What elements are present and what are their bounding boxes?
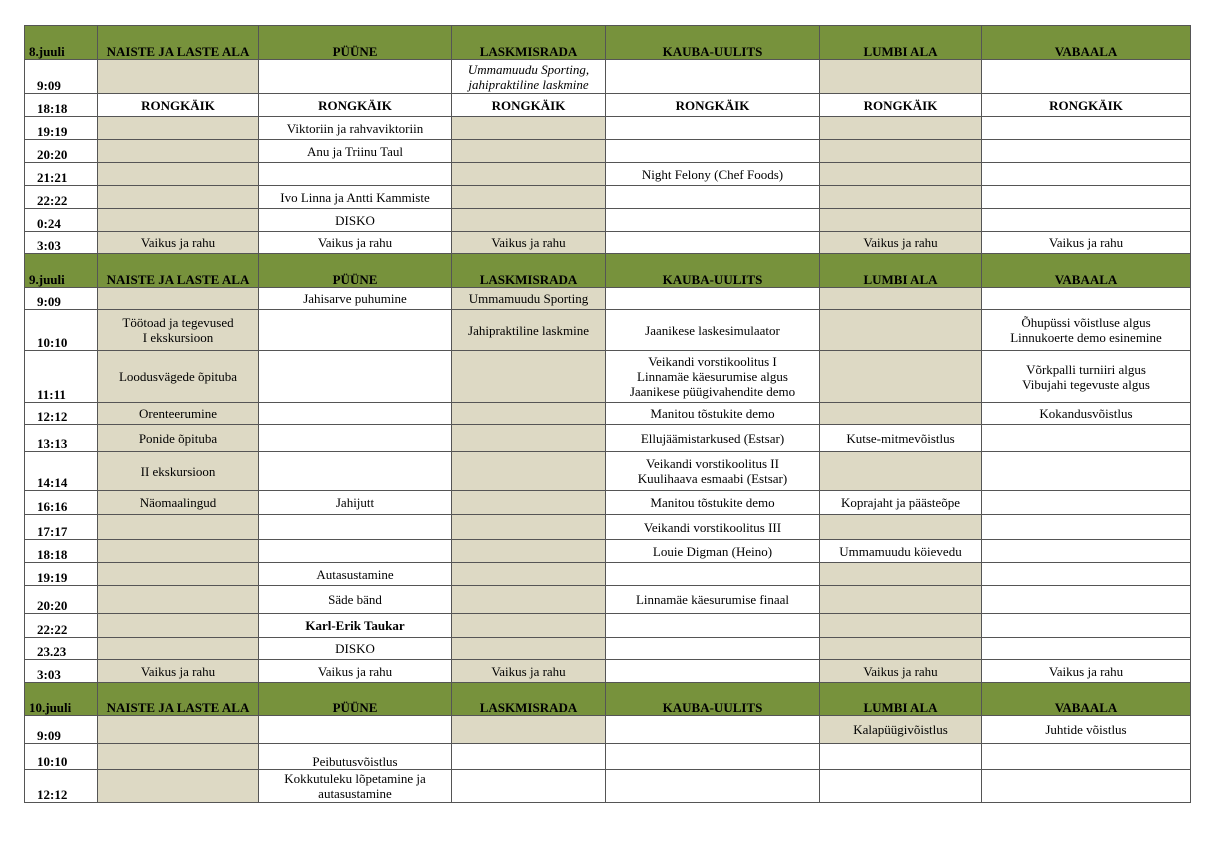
time-cell: 21:21 bbox=[25, 163, 98, 186]
schedule-row bbox=[25, 540, 1191, 563]
time-cell: 19:19 bbox=[25, 117, 98, 140]
column-header: PÜÜNE bbox=[259, 683, 452, 716]
time-cell: 12:12 bbox=[25, 403, 98, 425]
event-cell bbox=[452, 540, 606, 563]
event-cell bbox=[98, 209, 259, 232]
event-cell bbox=[982, 586, 1191, 614]
event-cell bbox=[820, 140, 982, 163]
event-cell bbox=[982, 614, 1191, 638]
event-cell: Anu ja Triinu Taul bbox=[259, 140, 452, 163]
event-cell bbox=[982, 770, 1191, 803]
schedule-row bbox=[25, 744, 1191, 770]
column-header: NAISTE JA LASTE ALA bbox=[98, 26, 259, 60]
event-cell: RONGKÄIK bbox=[820, 94, 982, 117]
event-cell bbox=[259, 515, 452, 540]
event-cell bbox=[982, 60, 1191, 94]
event-cell bbox=[982, 563, 1191, 586]
event-cell bbox=[606, 232, 820, 254]
event-cell: Vaikus ja rahu bbox=[982, 660, 1191, 683]
time-cell: 11:11 bbox=[25, 351, 98, 403]
column-header: PÜÜNE bbox=[259, 254, 452, 288]
time-cell: 18:18 bbox=[25, 540, 98, 563]
column-header: KAUBA-UULITS bbox=[606, 683, 820, 716]
event-cell bbox=[982, 515, 1191, 540]
event-cell bbox=[982, 117, 1191, 140]
time-cell: 9:09 bbox=[25, 60, 98, 94]
event-cell bbox=[452, 425, 606, 452]
time-cell: 3:03 bbox=[25, 660, 98, 683]
event-cell bbox=[98, 60, 259, 94]
event-cell bbox=[452, 186, 606, 209]
event-cell bbox=[452, 117, 606, 140]
event-cell: RONGKÄIK bbox=[452, 94, 606, 117]
event-cell bbox=[452, 770, 606, 803]
event-cell bbox=[98, 770, 259, 803]
event-cell bbox=[98, 163, 259, 186]
column-header: KAUBA-UULITS bbox=[606, 254, 820, 288]
event-cell bbox=[98, 186, 259, 209]
time-cell: 16:16 bbox=[25, 491, 98, 515]
time-cell: 9:09 bbox=[25, 716, 98, 744]
event-cell: Vaikus ja rahu bbox=[820, 232, 982, 254]
event-cell bbox=[259, 540, 452, 563]
event-cell bbox=[606, 716, 820, 744]
schedule-row bbox=[25, 638, 1191, 660]
event-cell bbox=[452, 716, 606, 744]
event-cell bbox=[259, 452, 452, 491]
event-cell: Ivo Linna ja Antti Kammiste bbox=[259, 186, 452, 209]
event-cell bbox=[452, 744, 606, 770]
event-cell bbox=[98, 563, 259, 586]
event-cell: Vaikus ja rahu bbox=[259, 660, 452, 683]
event-cell: Louie Digman (Heino) bbox=[606, 540, 820, 563]
column-header: VABAALA bbox=[982, 254, 1191, 288]
event-cell bbox=[98, 586, 259, 614]
event-cell bbox=[452, 403, 606, 425]
event-cell bbox=[452, 563, 606, 586]
event-cell: Manitou tõstukite demo bbox=[606, 491, 820, 515]
column-header: KAUBA-UULITS bbox=[606, 26, 820, 60]
event-cell bbox=[982, 425, 1191, 452]
event-cell: Linnamäe käesurumise finaal bbox=[606, 586, 820, 614]
event-cell bbox=[452, 163, 606, 186]
event-cell bbox=[982, 540, 1191, 563]
schedule-table bbox=[24, 25, 1191, 803]
event-cell bbox=[820, 186, 982, 209]
event-cell bbox=[606, 60, 820, 94]
event-cell: Ummamuudu köievedu bbox=[820, 540, 982, 563]
schedule-row bbox=[25, 60, 1191, 94]
time-cell: 23.23 bbox=[25, 638, 98, 660]
day-label: 8.juuli bbox=[25, 26, 98, 60]
event-cell bbox=[982, 163, 1191, 186]
time-cell: 14:14 bbox=[25, 452, 98, 491]
column-header: PÜÜNE bbox=[259, 26, 452, 60]
event-cell: Vaikus ja rahu bbox=[982, 232, 1191, 254]
day-header-row bbox=[25, 26, 1191, 60]
event-cell bbox=[820, 117, 982, 140]
schedule-row bbox=[25, 660, 1191, 683]
event-cell: Jahipraktiline laskmine bbox=[452, 310, 606, 351]
column-header: LASKMISRADA bbox=[452, 683, 606, 716]
schedule-row bbox=[25, 425, 1191, 452]
event-cell: Jahijutt bbox=[259, 491, 452, 515]
event-cell bbox=[606, 209, 820, 232]
schedule-row bbox=[25, 614, 1191, 638]
event-cell bbox=[259, 403, 452, 425]
event-cell bbox=[820, 452, 982, 491]
event-cell: Koprajaht ja päästeõpe bbox=[820, 491, 982, 515]
event-cell bbox=[982, 140, 1191, 163]
event-cell bbox=[820, 638, 982, 660]
event-cell bbox=[452, 351, 606, 403]
event-cell bbox=[820, 614, 982, 638]
schedule-row bbox=[25, 452, 1191, 491]
schedule-row bbox=[25, 140, 1191, 163]
event-cell bbox=[259, 163, 452, 186]
event-cell bbox=[452, 515, 606, 540]
schedule-row bbox=[25, 563, 1191, 586]
event-cell: Veikandi vorstikoolitus I Linnamäe käesurumise algus Jaanikese püügivahendite demo bbox=[606, 351, 820, 403]
event-cell bbox=[98, 744, 259, 770]
event-cell bbox=[452, 586, 606, 614]
event-cell: Veikandi vorstikoolitus II Kuulihaava esmaabi (Estsar) bbox=[606, 452, 820, 491]
event-cell: II ekskursioon bbox=[98, 452, 259, 491]
event-cell: RONGKÄIK bbox=[982, 94, 1191, 117]
event-cell: Kokandusvõistlus bbox=[982, 403, 1191, 425]
event-cell bbox=[820, 770, 982, 803]
schedule-row bbox=[25, 310, 1191, 351]
time-cell: 10:10 bbox=[25, 310, 98, 351]
event-cell bbox=[452, 140, 606, 163]
event-cell bbox=[452, 614, 606, 638]
event-cell: Vaikus ja rahu bbox=[259, 232, 452, 254]
time-cell: 19:19 bbox=[25, 563, 98, 586]
event-cell: Juhtide võistlus bbox=[982, 716, 1191, 744]
time-cell: 3:03 bbox=[25, 232, 98, 254]
event-cell: Night Felony (Chef Foods) bbox=[606, 163, 820, 186]
time-cell: 22:22 bbox=[25, 614, 98, 638]
event-cell: DISKO bbox=[259, 209, 452, 232]
event-cell: Töötoad ja tegevused I ekskursioon bbox=[98, 310, 259, 351]
event-cell: Peibutusvõistlus bbox=[259, 744, 452, 770]
day-header-row bbox=[25, 254, 1191, 288]
event-cell: Vaikus ja rahu bbox=[452, 660, 606, 683]
event-cell bbox=[452, 209, 606, 232]
schedule-row bbox=[25, 186, 1191, 209]
event-cell bbox=[259, 425, 452, 452]
event-cell: Karl-Erik Taukar bbox=[259, 614, 452, 638]
event-cell bbox=[606, 638, 820, 660]
event-cell bbox=[982, 638, 1191, 660]
time-cell: 9:09 bbox=[25, 288, 98, 310]
schedule-row bbox=[25, 351, 1191, 403]
event-cell bbox=[98, 716, 259, 744]
event-cell: Vaikus ja rahu bbox=[98, 232, 259, 254]
event-cell bbox=[98, 540, 259, 563]
event-cell: Kalapüügivõistlus bbox=[820, 716, 982, 744]
event-cell: Jaanikese laskesimulaator bbox=[606, 310, 820, 351]
time-cell: 17:17 bbox=[25, 515, 98, 540]
event-cell bbox=[606, 614, 820, 638]
column-header: NAISTE JA LASTE ALA bbox=[98, 683, 259, 716]
event-cell: Vaikus ja rahu bbox=[98, 660, 259, 683]
schedule-row bbox=[25, 94, 1191, 117]
schedule-row bbox=[25, 586, 1191, 614]
event-cell: Õhupüssi võistluse algus Linnukoerte demo esinemine bbox=[982, 310, 1191, 351]
event-cell: Vaikus ja rahu bbox=[452, 232, 606, 254]
event-cell bbox=[982, 491, 1191, 515]
event-cell bbox=[606, 140, 820, 163]
event-cell bbox=[606, 744, 820, 770]
event-cell: Jahisarve puhumine bbox=[259, 288, 452, 310]
event-cell: RONGKÄIK bbox=[98, 94, 259, 117]
event-cell bbox=[98, 614, 259, 638]
event-cell: Näomaalingud bbox=[98, 491, 259, 515]
day-label: 10.juuli bbox=[25, 683, 98, 716]
event-cell bbox=[820, 351, 982, 403]
schedule-row bbox=[25, 403, 1191, 425]
day-header-row bbox=[25, 683, 1191, 716]
time-cell: 22:22 bbox=[25, 186, 98, 209]
event-cell bbox=[820, 209, 982, 232]
event-cell bbox=[982, 209, 1191, 232]
event-cell: Viktoriin ja rahvaviktoriin bbox=[259, 117, 452, 140]
event-cell bbox=[982, 744, 1191, 770]
event-cell: Ummamuudu Sporting bbox=[452, 288, 606, 310]
event-cell bbox=[820, 744, 982, 770]
event-cell: Võrkpalli turniiri algus Vibujahi tegevuste algus bbox=[982, 351, 1191, 403]
schedule-row bbox=[25, 716, 1191, 744]
column-header: LUMBI ALA bbox=[820, 683, 982, 716]
event-cell bbox=[259, 716, 452, 744]
event-cell: Kokkutuleku lõpetamine ja autasustamine bbox=[259, 770, 452, 803]
event-cell bbox=[259, 351, 452, 403]
time-cell: 13:13 bbox=[25, 425, 98, 452]
schedule-row bbox=[25, 491, 1191, 515]
event-cell: Veikandi vorstikoolitus III bbox=[606, 515, 820, 540]
time-cell: 0:24 bbox=[25, 209, 98, 232]
event-cell: Orenteerumine bbox=[98, 403, 259, 425]
schedule-row bbox=[25, 163, 1191, 186]
event-cell: Ponide õpituba bbox=[98, 425, 259, 452]
event-cell bbox=[820, 310, 982, 351]
time-cell: 18:18 bbox=[25, 94, 98, 117]
time-cell: 20:20 bbox=[25, 586, 98, 614]
event-cell: RONGKÄIK bbox=[606, 94, 820, 117]
column-header: VABAALA bbox=[982, 683, 1191, 716]
event-cell bbox=[982, 186, 1191, 209]
column-header: LASKMISRADA bbox=[452, 26, 606, 60]
event-cell bbox=[820, 586, 982, 614]
event-cell bbox=[98, 117, 259, 140]
column-header: LUMBI ALA bbox=[820, 26, 982, 60]
event-cell bbox=[820, 403, 982, 425]
event-cell bbox=[98, 638, 259, 660]
event-cell: Säde bänd bbox=[259, 586, 452, 614]
schedule-row bbox=[25, 288, 1191, 310]
event-cell bbox=[606, 186, 820, 209]
schedule-row bbox=[25, 232, 1191, 254]
event-cell bbox=[820, 60, 982, 94]
event-cell bbox=[98, 515, 259, 540]
event-cell bbox=[982, 288, 1191, 310]
time-cell: 10:10 bbox=[25, 744, 98, 770]
event-cell: Loodusvägede õpituba bbox=[98, 351, 259, 403]
event-cell bbox=[820, 163, 982, 186]
event-cell: Ummamuudu Sporting, jahipraktiline laskmine bbox=[452, 60, 606, 94]
event-cell: Vaikus ja rahu bbox=[820, 660, 982, 683]
event-cell: Kutse-mitmevõistlus bbox=[820, 425, 982, 452]
event-cell bbox=[606, 563, 820, 586]
schedule-row bbox=[25, 515, 1191, 540]
schedule-row bbox=[25, 117, 1191, 140]
event-cell bbox=[452, 452, 606, 491]
event-cell bbox=[98, 288, 259, 310]
column-header: NAISTE JA LASTE ALA bbox=[98, 254, 259, 288]
event-cell bbox=[820, 515, 982, 540]
event-cell: DISKO bbox=[259, 638, 452, 660]
event-cell: Ellujäämistarkused (Estsar) bbox=[606, 425, 820, 452]
schedule-row bbox=[25, 770, 1191, 803]
event-cell bbox=[452, 491, 606, 515]
time-cell: 12:12 bbox=[25, 770, 98, 803]
schedule-row bbox=[25, 209, 1191, 232]
column-header: VABAALA bbox=[982, 26, 1191, 60]
event-cell bbox=[606, 117, 820, 140]
event-cell: RONGKÄIK bbox=[259, 94, 452, 117]
event-cell: Autasustamine bbox=[259, 563, 452, 586]
event-cell bbox=[606, 660, 820, 683]
event-cell bbox=[452, 638, 606, 660]
event-cell bbox=[982, 452, 1191, 491]
event-cell bbox=[259, 310, 452, 351]
event-cell bbox=[606, 288, 820, 310]
event-cell bbox=[259, 60, 452, 94]
time-cell: 20:20 bbox=[25, 140, 98, 163]
event-cell bbox=[98, 140, 259, 163]
event-cell bbox=[820, 288, 982, 310]
column-header: LASKMISRADA bbox=[452, 254, 606, 288]
event-cell bbox=[606, 770, 820, 803]
column-header: LUMBI ALA bbox=[820, 254, 982, 288]
day-label: 9.juuli bbox=[25, 254, 98, 288]
event-cell bbox=[820, 563, 982, 586]
event-cell: Manitou tõstukite demo bbox=[606, 403, 820, 425]
